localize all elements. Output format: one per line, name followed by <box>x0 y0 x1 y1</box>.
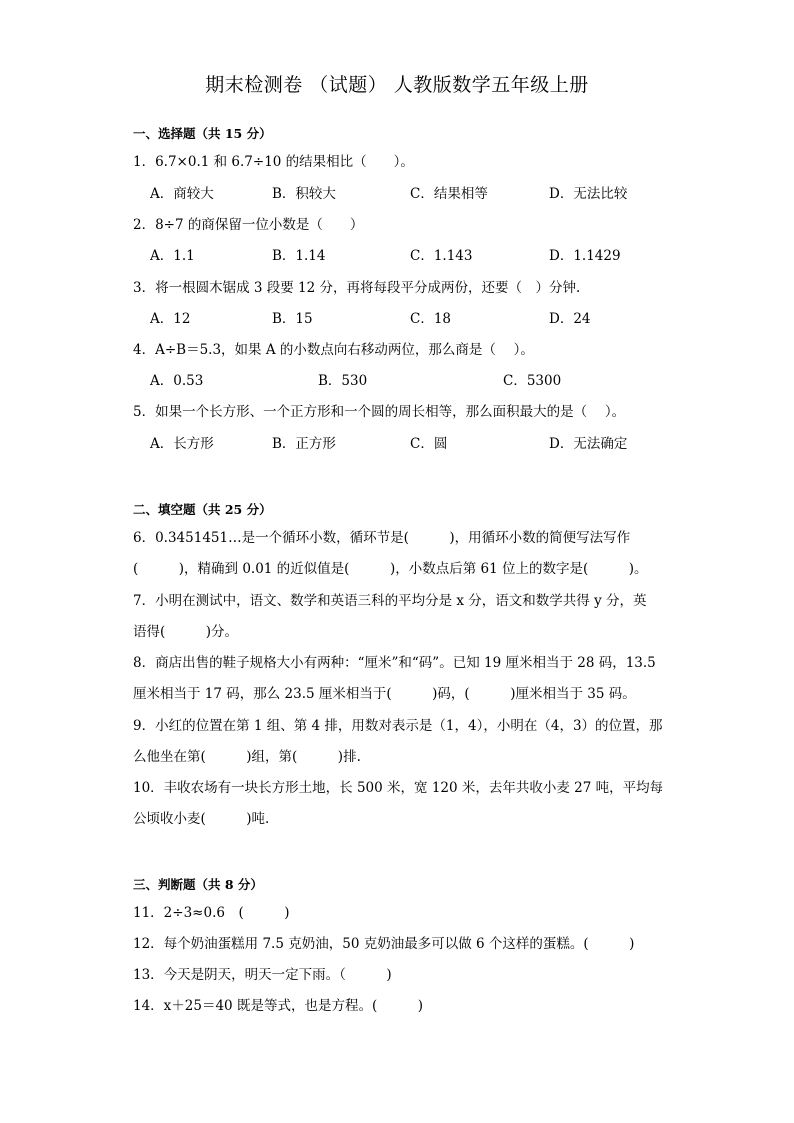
question-3-option-b: B．15 <box>272 311 313 327</box>
section-heading-fill: 二、填空题（共 25 分） <box>133 502 272 517</box>
question-2-option-c: C．1.143 <box>410 248 473 264</box>
question-3-option-d: D．24 <box>549 311 591 327</box>
question-7-line-1: 7．小明在测试中，语文、数学和英语三科的平均分是 x 分，语文和数学共得 y 分，英 <box>133 593 647 609</box>
question-7-line-2: 语得( )分。 <box>133 624 239 640</box>
question-6-line-1: 6．0.3451451…是一个循环小数，循环节是( )，用循环小数的简便写法写作 <box>133 530 631 546</box>
question-1-stem: 1．6.7×0.1 和 6.7÷10 的结果相比（ ）。 <box>133 154 414 170</box>
question-13: 13．今天是阴天，明天一定下雨。（ ) <box>133 967 392 983</box>
question-1-option-c: C．结果相等 <box>410 186 488 202</box>
question-6-line-2: ( )，精确到 0.01 的近似值是( )，小数点后第 61 位上的数字是( )。 <box>133 561 648 577</box>
question-5-option-d: D．无法确定 <box>549 436 628 452</box>
question-4-option-b: B．530 <box>318 373 368 389</box>
question-3-option-c: C．18 <box>410 311 452 327</box>
question-1-option-d: D．无法比较 <box>549 186 628 202</box>
question-9-line-1: 9．小红的位置在第 1 组、第 4 排，用数对表示是（1，4），小明在（4，3）的位置，那 <box>133 718 663 734</box>
question-3-option-a: A．12 <box>150 311 191 327</box>
question-2-option-a: A．1.1 <box>150 248 195 264</box>
question-2-stem: 2．8÷7 的商保留一位小数是（ ） <box>133 217 364 233</box>
question-1-option-a: A．商较大 <box>150 186 214 202</box>
question-5-stem: 5．如果一个长方形、一个正方形和一个圆的周长相等，那么面积最大的是（ ）。 <box>133 404 626 420</box>
question-9-line-2: 么他坐在第( )组，第( )排. <box>133 749 361 765</box>
question-8-line-1: 8．商店出售的鞋子规格大小有两种：“厘米”和“码”。已知 19 厘米相当于 28 码，13.5 <box>133 655 656 671</box>
page-title: 期末检测卷 （试题） 人教版数学五年级上册 <box>205 74 589 96</box>
question-14: 14．x＋25＝40 既是等式，也是方程。( ) <box>133 998 423 1014</box>
question-10-line-1: 10．丰收农场有一块长方形土地，长 500 米，宽 120 米，去年共收小麦 27 吨，平均每 <box>133 780 664 796</box>
question-12: 12．每个奶油蛋糕用 7.5 克奶油，50 克奶油最多可以做 6 个这样的蛋糕。( ) <box>133 936 635 952</box>
question-10-line-2: 公顷收小麦( )吨. <box>133 811 270 827</box>
question-8-line-2: 厘米相当于 17 码，那么 23.5 厘米相当于( )码，( )厘米相当于 35 码。 <box>133 686 636 702</box>
question-5-option-c: C．圆 <box>410 436 448 452</box>
question-5-option-a: A．长方形 <box>150 436 214 452</box>
question-2-option-d: D．1.1429 <box>549 248 621 264</box>
section-heading-judge: 三、判断题（共 8 分） <box>133 877 263 892</box>
section-heading-choice: 一、选择题（共 15 分） <box>133 126 272 141</box>
question-5-option-b: B．正方形 <box>272 436 336 452</box>
question-4-option-c: C．5300 <box>503 373 562 389</box>
question-4-stem: 4．A÷B＝5.3，如果 A 的小数点向右移动两位，那么商是（ ）。 <box>133 342 534 358</box>
question-3-stem: 3．将一根圆木锯成 3 段要 12 分，再将每段平分成两份，还要（ ）分钟. <box>133 280 581 296</box>
question-11: 11．2÷3≈0.6 ( ) <box>133 905 290 921</box>
question-1-option-b: B．积较大 <box>272 186 336 202</box>
question-2-option-b: B．1.14 <box>272 248 326 264</box>
question-4-option-a: A．0.53 <box>150 373 204 389</box>
